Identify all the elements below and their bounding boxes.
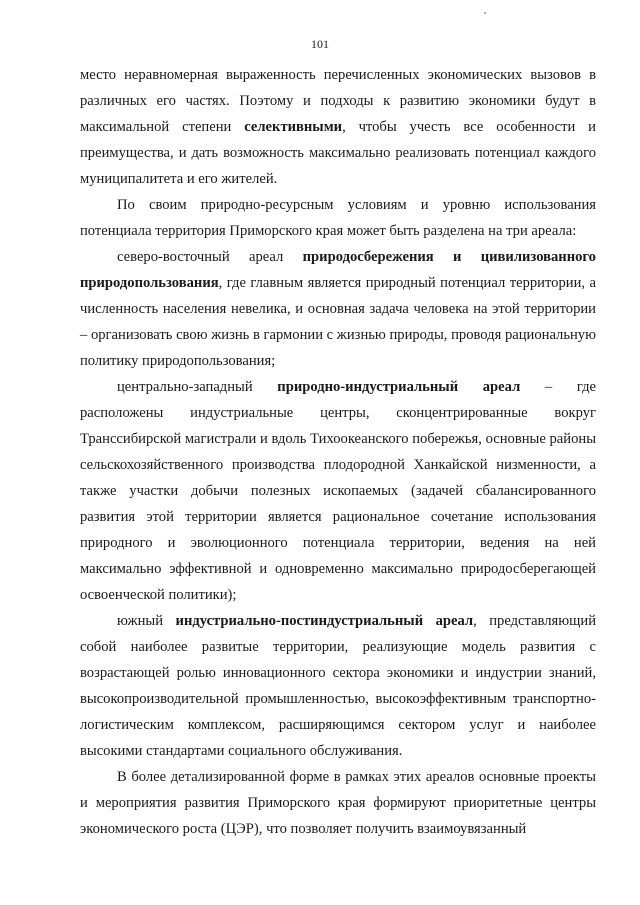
bold-term: селективными xyxy=(244,119,343,135)
paragraph xyxy=(80,608,596,764)
bold-term: природосбережения и цивилизованного природопользования xyxy=(80,249,596,291)
scan-speck xyxy=(484,12,486,14)
paragraph xyxy=(80,764,596,842)
text-run: центрально-западный xyxy=(117,379,278,395)
text-run: , чтобы учесть все особенности и преимущества, и дать возможность максимально реализовать потенциал каждого муниципалитета и его жителей. xyxy=(80,119,596,187)
text-run: , где главным является природный потенциал территории, а численность населения невелика, и основная задача человека на этой территории – организовать свою жизнь в гармонии с жизнью природы, проводя рациональную политику природопользования; xyxy=(80,275,596,369)
page-number: 101 xyxy=(311,37,329,51)
text-run: южный xyxy=(117,613,176,629)
body-text xyxy=(80,62,596,842)
text-run: По своим природно-ресурсным условиям и уровню использования потенциала территория Приморского края может быть разделена на три ареала: xyxy=(80,197,596,239)
paragraph xyxy=(80,244,596,374)
bold-term: природно-индустриальный ареал xyxy=(277,379,521,395)
text-run: – где расположены индустриальные центры, сконцентрированные вокруг Транссибирской магистрали и вдоль Тихоокеанского побережья, основные районы сельскохозяйственного производства плодородной Ханкайской низменности, а также участки добычи полезных ископаемых (задачей сбалансированного развития этой территории является рациональное сочетание использования природного и эволюционного потенциала территории, ведения на ней максимально эффективной и одновременно максимально природосберегающей освоенческой политики); xyxy=(80,379,597,603)
paragraph xyxy=(80,374,596,608)
text-run: В более детализированной форме в рамках этих ареалов основные проекты и мероприятия развития Приморского края формируют приоритетные центры экономического роста (ЦЭР), что позволяет получить взаимоувязанный xyxy=(80,769,596,837)
bold-term: индустриально-постиндустриальный ареал xyxy=(175,613,474,629)
paragraph xyxy=(80,62,596,192)
text-run: северо-восточный ареал xyxy=(117,249,303,265)
paragraph xyxy=(80,192,596,244)
text-run: место неравномерная выраженность перечисленных экономических вызовов в различных его частях. Поэтому и подходы к развитию экономики будут в максимальной степени xyxy=(80,67,596,135)
text-run: , представляющий собой наиболее развитые территории, реализующие модель развития с возрастающей ролью инновационного сектора экономики и индустрии знаний, высокопроизводительной промышленностью, высокоэффективным транспортно-логистическим комплексом, расширяющимся сектором услуг и наиболее высокими стандартами социального обслуживания. xyxy=(80,613,596,759)
